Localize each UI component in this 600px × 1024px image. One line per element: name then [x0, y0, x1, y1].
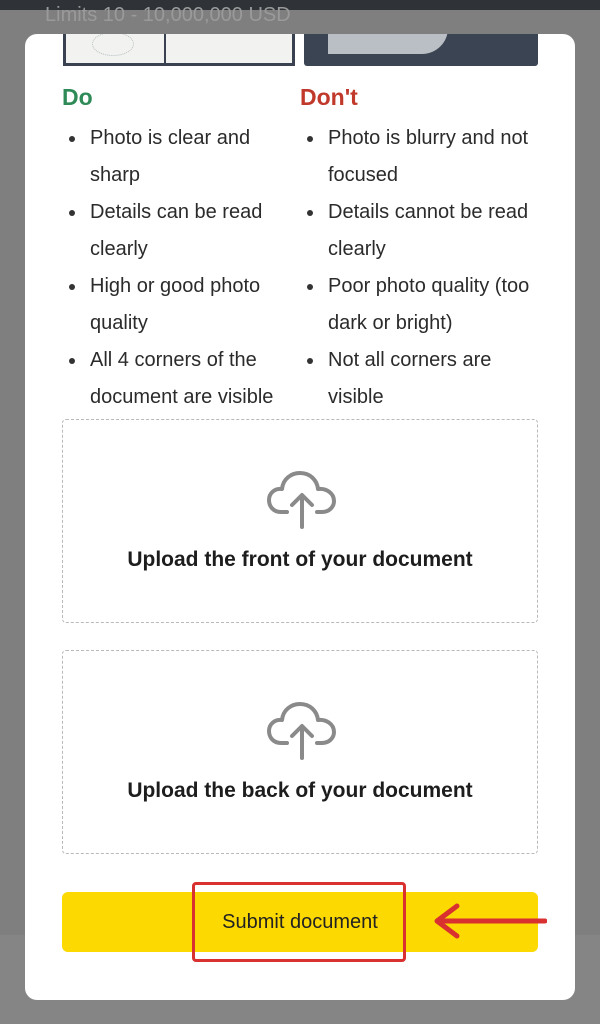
upload-front-dropzone[interactable] — [62, 419, 538, 623]
dont-item: Details cannot be read clearly — [300, 194, 550, 268]
dont-title: Don't — [300, 84, 358, 110]
bullet-icon — [69, 284, 75, 290]
do-title: Do — [62, 84, 93, 110]
upload-front-label: Upload the front of your document — [127, 548, 473, 571]
bullet-icon — [307, 358, 313, 364]
do-list — [62, 120, 292, 416]
bullet-icon — [307, 284, 313, 290]
glare-graphic — [328, 34, 448, 54]
do-item: Details can be read clearly — [62, 194, 292, 268]
bullet-icon — [69, 136, 75, 142]
background-limits-text: Limits 10 - 10,000,000 USD — [45, 4, 291, 26]
cloud-upload-icon — [267, 470, 337, 530]
example-fingerprint-graphic — [92, 34, 134, 56]
bullet-icon — [69, 358, 75, 364]
upload-back-dropzone[interactable] — [62, 650, 538, 854]
submit-button-label: Submit document — [222, 911, 378, 933]
do-column — [62, 82, 292, 416]
cloud-upload-icon — [267, 701, 337, 761]
do-item: Photo is clear and sharp — [62, 120, 292, 194]
good-example-image — [63, 34, 295, 66]
bullet-icon — [307, 210, 313, 216]
bullet-icon — [307, 136, 313, 142]
annotation-highlight-box — [192, 882, 406, 962]
dont-item: Poor photo quality (too dark or bright) — [300, 268, 550, 342]
document-upload-modal — [25, 34, 575, 1000]
dont-column — [300, 82, 550, 416]
annotation-arrow-icon — [427, 900, 547, 942]
bad-example-image — [304, 34, 538, 66]
upload-back-label: Upload the back of your document — [127, 779, 473, 802]
dont-item: Not all corners are visible — [300, 342, 550, 416]
do-item: All 4 corners of the document are visible — [62, 342, 292, 416]
dont-item: Photo is blurry and not focused — [300, 120, 550, 194]
do-item: High or good photo quality — [62, 268, 292, 342]
bullet-icon — [69, 210, 75, 216]
dont-list — [300, 120, 550, 416]
